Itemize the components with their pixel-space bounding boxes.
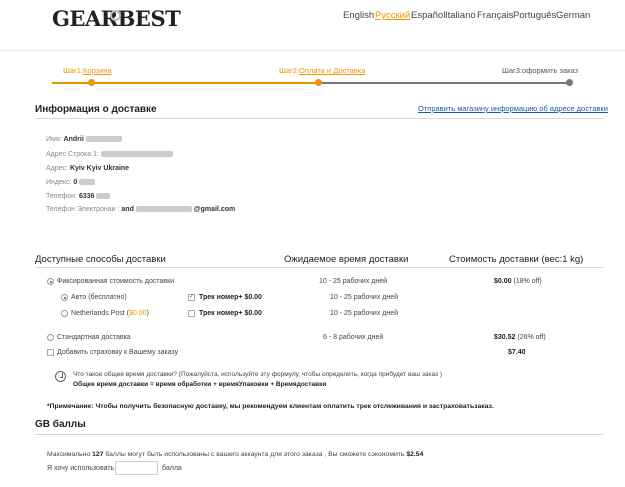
redacted-blur [86, 136, 122, 142]
standard-shipping-cost [494, 334, 546, 341]
gb-points-mid: баллы могут быть использованы с вашего аккаунта для этого заказа , Вы сможете сэкономить [105, 451, 405, 458]
gb-points-title: GB баллы [35, 419, 86, 430]
step-2-label[interactable]: Оплата и Доставка [299, 66, 366, 75]
email-value: and [121, 206, 134, 213]
fixed-discount: (18% off) [513, 278, 542, 285]
delivery-time-question: Что такое общее время доставки? (Пожалуйста, используйте эту формулу, чтобы определить, когда прибудет ваш заказ ) [73, 371, 443, 378]
netherlands-track-text: Трек номер+ [199, 310, 243, 317]
avto-label[interactable]: Авто (бесплатно) [71, 294, 127, 301]
fixed-shipping-label[interactable]: Фиксированная стоимость доставки [57, 278, 175, 285]
step-2-dot [315, 79, 322, 86]
netherlands-track-price: $0.00 [244, 310, 262, 317]
info-index [46, 179, 95, 186]
index-value: 0 [73, 179, 78, 186]
gb-use-label: Я хочу использовать [47, 465, 115, 472]
info-address [46, 165, 129, 172]
standard-shipping-radio[interactable] [47, 334, 54, 341]
lang-portuguese[interactable]: Português [513, 10, 557, 21]
col-delivery-time: Ожидаемое время доставки [284, 254, 409, 265]
gb-points-info [47, 451, 423, 458]
redacted-blur [79, 179, 95, 185]
lang-russian[interactable]: Русский [375, 10, 411, 21]
step-1-dot [88, 79, 95, 86]
fixed-shipping-time: 10 - 25 рабочих дней [319, 278, 388, 285]
gear-icon [110, 10, 121, 21]
avto-track-text: Трек номер+ [199, 294, 243, 301]
avto-track-label[interactable] [199, 294, 262, 301]
name-label: Имя: [46, 136, 62, 143]
info-name [46, 136, 122, 143]
step-3-dot [566, 79, 573, 86]
address-value: Kyiv Kyiv Ukraine [69, 165, 130, 172]
shipping-divider [35, 267, 603, 268]
step-2[interactable] [279, 66, 365, 75]
lang-spanish[interactable]: Español [411, 10, 446, 21]
fixed-shipping-radio[interactable] [47, 278, 54, 285]
index-label: Индекс: [46, 179, 72, 186]
progress-bar-pending [322, 82, 569, 84]
lang-french[interactable]: Français [477, 10, 514, 21]
phone-value: 6336 [78, 193, 95, 200]
step-1-label[interactable]: Корзина [83, 66, 112, 75]
redacted-blur [101, 151, 173, 157]
gb-points-unit: балла [162, 465, 182, 472]
netherlands-price: $0.00 [128, 310, 147, 317]
insurance-price: $7.40 [508, 349, 526, 356]
insurance-checkbox[interactable] [47, 349, 54, 356]
col-shipping-method: Доступные способы доставки [35, 254, 166, 265]
info-address-line1 [46, 151, 173, 158]
step-1[interactable] [63, 66, 112, 75]
email-suffix: @gmail.com [193, 206, 236, 213]
send-address-link[interactable]: Отправить магазину информацию об адресе доставки [418, 104, 608, 113]
lang-english[interactable]: English [343, 10, 375, 21]
delivery-info-title: Информация о доставке [35, 104, 157, 115]
redacted-blur [96, 193, 110, 199]
avto-track-price: $0.00 [244, 294, 262, 301]
step-2-prefix: Шаг2: [279, 66, 300, 75]
step-1-prefix: Шаг1: [63, 66, 84, 75]
header-divider [0, 50, 625, 51]
address-label: Адрес: [46, 165, 68, 172]
avto-time: 10 - 25 рабочих дней [330, 294, 399, 301]
netherlands-close: ) [146, 310, 149, 317]
avto-track-checkbox[interactable]: ✓ [189, 294, 195, 300]
gb-max-points: 127 [92, 451, 104, 458]
lang-italian[interactable]: Italiano [445, 10, 476, 21]
address-line1-label: Адрес Строка 1: [46, 151, 99, 158]
email-label: Телефон Электронаи : [46, 206, 120, 213]
step-3 [502, 66, 578, 75]
delivery-time-formula: Общее время доставки = время обработки + времяУпаковки + Времядоставки [73, 381, 327, 388]
gearbest-logo[interactable]: GEARBEST [52, 6, 181, 31]
col-shipping-cost: Стоимость доставки (вес:1 kg) [449, 254, 584, 265]
netherlands-radio[interactable] [61, 310, 68, 317]
gb-points-input[interactable] [115, 461, 158, 475]
shipping-note: *Примечание: Чтобы получить безопасную доставку, мы рекомендуем клиентам оплатить трек отслеживания и застраховатьзаказ. [47, 403, 494, 410]
netherlands-text: Netherlands Post ( [71, 310, 129, 317]
standard-price: $30.52 [494, 334, 516, 341]
gb-points-divider [35, 434, 603, 435]
step-3-label: оформить заказ [522, 66, 579, 75]
name-value: Andrii [63, 136, 84, 143]
gb-save-amount: $2.54 [406, 451, 424, 458]
standard-shipping-label[interactable]: Стандартная доставка [57, 334, 131, 341]
redacted-blur [136, 206, 192, 212]
info-phone [46, 193, 110, 200]
standard-discount: (26% off) [517, 334, 546, 341]
fixed-price: $0.00 [494, 278, 512, 285]
netherlands-label[interactable] [71, 310, 149, 317]
standard-shipping-time: 6 - 8 рабочих дней [323, 334, 384, 341]
fixed-shipping-cost [494, 278, 542, 285]
insurance-label[interactable]: Добавить страховку к Вашему заказу [57, 349, 179, 356]
netherlands-track-checkbox[interactable] [188, 310, 195, 317]
netherlands-track-label[interactable] [199, 310, 262, 317]
gb-points-pre: Максимально [47, 451, 91, 458]
info-email [46, 206, 235, 213]
clock-icon [55, 371, 66, 382]
avto-radio[interactable] [61, 294, 68, 301]
lang-german[interactable]: German [556, 10, 591, 21]
phone-label: Телефон: [46, 193, 77, 200]
netherlands-time: 10 - 25 рабочих дней [330, 310, 399, 317]
step-3-prefix: Шаг3: [502, 66, 523, 75]
delivery-info-divider [35, 118, 603, 119]
